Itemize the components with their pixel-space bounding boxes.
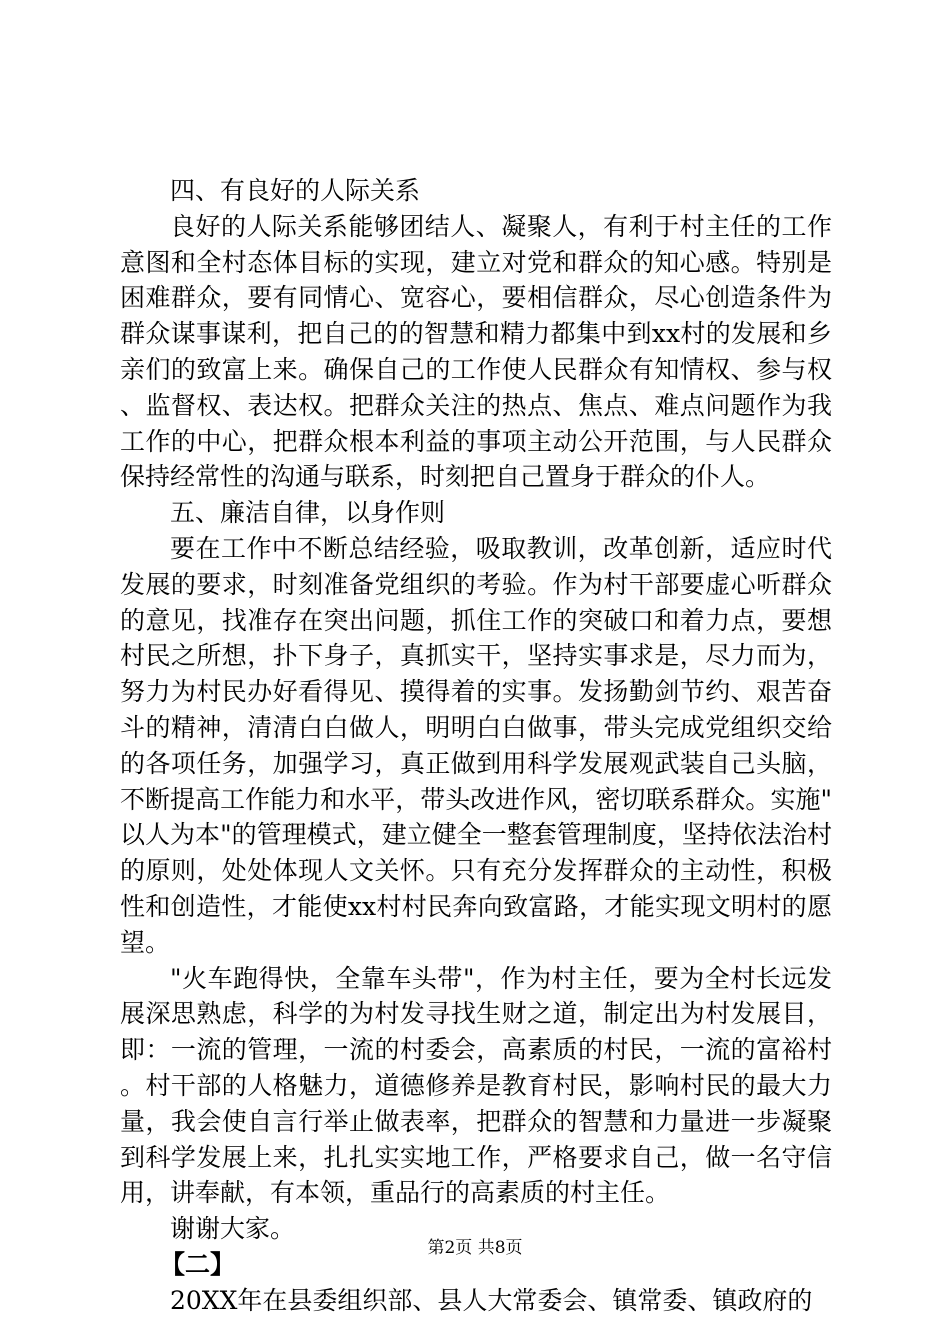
document-body — [120, 173, 832, 1319]
paragraph-section-two-start: 20XX年在县委组织部、县人大常委会、镇常委、镇政府的 — [170, 1285, 813, 1315]
paragraph-integrity: 要在工作中不断总结经验，吸取教训，改革创新，适应时代发展的要求，时刻准备党组织的考验。作为村干部要虚心听群众的意见，找准存在突出问题，抓住工作的突破口和着力点，要想村民之所想，扑下身子，真抓实干，坚持实事求是，尽力而为，努力为村民办好看得见、摸得着的实事。发扬勤剑节约、艰苦奋斗的精神，清清白白做人，明明白白做事，带头完成党组织交给的各项任务，加强学习，真正做到用科学发展观武装自己头脑，不断提高工作能力和水平，带头改进作风，密切联系群众。实施"以人为本"的管理模式，建立健全一整套管理制度，坚持依法治村的原则，处处体现人文关怀。只有充分发挥群众的主动性，积极性和创造性，才能使xx村村民奔向致富路，才能实现文明村的愿望。 — [120, 533, 832, 957]
closing-thanks: 谢谢大家。 — [170, 1214, 296, 1244]
section-heading-4: 四、有良好的人际关系 — [170, 176, 421, 205]
section-heading-5: 五、廉洁自律，以身作则 — [170, 498, 446, 528]
paragraph-leadership: "火车跑得快，全靠车头带"，作为村主任，要为全村长远发展深思熟虑，科学的为村发寻找生财之道，制定出为村发展目，即：一流的管理，一流的村委会，高素质的村民，一流的富裕村。村干部的人格魅力，道德修养是教育村民，影响村民的最大力量，我会使自言行举止做表率，把群众的智慧和力量进一步凝聚到科学发展上来，扎扎实实地工作，严格要求自己，做一名守信用，讲奉献，有本领，重品行的高素质的村主任。 — [120, 963, 832, 1208]
page-number-footer: 第2页 共8页 — [427, 1238, 523, 1258]
section-marker-two: 【二】 — [160, 1249, 236, 1279]
paragraph-relations: 良好的人际关系能够团结人、凝聚人，有利于村主任的工作意图和全村态体目标的实现，建立对党和群众的知心感。特别是困难群众，要有同情心、宽容心，要相信群众，尽心创造条件为群众谋事谋利，把自己的的智慧和精力都集中到xx村的发展和乡亲们的致富上来。确保自己的工作使人民群众有知情权、参与权、监督权、表达权。把群众关注的热点、焦点、难点问题作为我工作的中心，把群众根本利益的事项主动公开范围，与人民群众保持经常性的沟通与联系，时刻把自己置身于群众的仆人。 — [120, 211, 832, 492]
